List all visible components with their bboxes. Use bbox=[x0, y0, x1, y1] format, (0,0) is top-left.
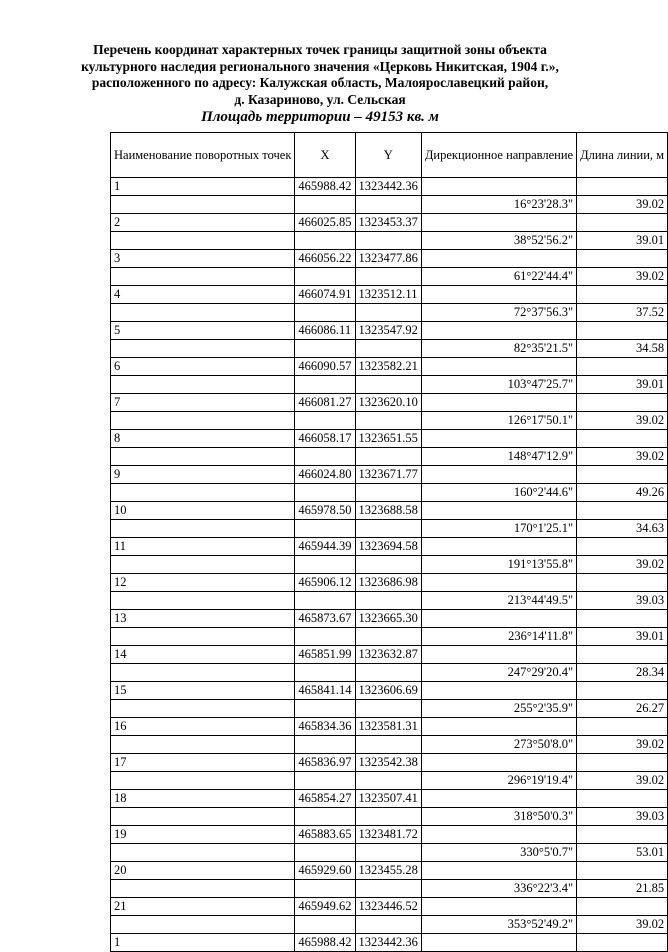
x-coordinate-cell bbox=[295, 196, 355, 214]
x-coordinate-cell bbox=[295, 448, 355, 466]
point-name-cell bbox=[111, 700, 295, 718]
point-name-cell bbox=[111, 916, 295, 934]
direction-cell: 330°5'0.7" bbox=[421, 844, 576, 862]
point-name-cell: 8 bbox=[111, 430, 295, 448]
direction-cell bbox=[421, 826, 576, 844]
table-row bbox=[111, 538, 668, 556]
length-cell bbox=[577, 790, 668, 808]
direction-cell: 236°14'11.8" bbox=[421, 628, 576, 646]
direction-cell bbox=[421, 214, 576, 232]
x-coordinate-cell bbox=[295, 376, 355, 394]
x-coordinate-cell: 465988.42 bbox=[295, 178, 355, 196]
direction-cell bbox=[421, 574, 576, 592]
table-row bbox=[111, 286, 668, 304]
point-name-cell: 4 bbox=[111, 286, 295, 304]
table-row bbox=[111, 718, 668, 736]
direction-cell: 213°44'49.5" bbox=[421, 592, 576, 610]
table-row bbox=[111, 466, 668, 484]
length-cell bbox=[577, 466, 668, 484]
y-coordinate-cell bbox=[355, 412, 421, 430]
length-cell: 39.01 bbox=[577, 628, 668, 646]
direction-cell: 82°35'21.5" bbox=[421, 340, 576, 358]
length-cell bbox=[577, 322, 668, 340]
y-coordinate-cell bbox=[355, 232, 421, 250]
x-coordinate-cell bbox=[295, 592, 355, 610]
point-name-cell bbox=[111, 592, 295, 610]
point-name-cell bbox=[111, 880, 295, 898]
direction-cell bbox=[421, 646, 576, 664]
point-name-cell: 13 bbox=[111, 610, 295, 628]
point-name-cell: 15 bbox=[111, 682, 295, 700]
x-coordinate-cell bbox=[295, 412, 355, 430]
point-name-cell: 18 bbox=[111, 790, 295, 808]
table-row bbox=[111, 304, 668, 322]
x-coordinate-cell bbox=[295, 772, 355, 790]
direction-cell: 148°47'12.9" bbox=[421, 448, 576, 466]
point-name-cell bbox=[111, 556, 295, 574]
y-coordinate-cell bbox=[355, 520, 421, 538]
table-row bbox=[111, 214, 668, 232]
y-coordinate-cell: 1323581.31 bbox=[355, 718, 421, 736]
point-name-cell bbox=[111, 376, 295, 394]
length-cell: 39.03 bbox=[577, 808, 668, 826]
length-cell: 34.63 bbox=[577, 520, 668, 538]
x-coordinate-cell bbox=[295, 232, 355, 250]
x-coordinate-cell bbox=[295, 340, 355, 358]
direction-cell bbox=[421, 322, 576, 340]
direction-cell bbox=[421, 862, 576, 880]
header-y bbox=[355, 133, 421, 178]
direction-cell: 61°22'44.4" bbox=[421, 268, 576, 286]
x-coordinate-cell: 465854.27 bbox=[295, 790, 355, 808]
table-row bbox=[111, 430, 668, 448]
x-coordinate-cell bbox=[295, 664, 355, 682]
x-coordinate-cell bbox=[295, 844, 355, 862]
title-line-3: расположенного по адресу: Калужская область, Малоярославецкий район, bbox=[91, 75, 549, 91]
length-cell bbox=[577, 502, 668, 520]
direction-cell bbox=[421, 610, 576, 628]
x-coordinate-cell: 465873.67 bbox=[295, 610, 355, 628]
y-coordinate-cell: 1323632.87 bbox=[355, 646, 421, 664]
x-coordinate-cell: 465944.39 bbox=[295, 538, 355, 556]
x-coordinate-cell: 465841.14 bbox=[295, 682, 355, 700]
point-name-cell bbox=[111, 232, 295, 250]
document-title bbox=[60, 42, 580, 126]
direction-cell: 160°2'44.6" bbox=[421, 484, 576, 502]
table-row bbox=[111, 376, 668, 394]
point-name-cell: 2 bbox=[111, 214, 295, 232]
y-coordinate-cell bbox=[355, 880, 421, 898]
y-coordinate-cell: 1323582.21 bbox=[355, 358, 421, 376]
direction-cell: 103°47'25.7" bbox=[421, 376, 576, 394]
direction-cell: 273°50'8.0" bbox=[421, 736, 576, 754]
y-coordinate-cell: 1323453.37 bbox=[355, 214, 421, 232]
point-name-cell bbox=[111, 736, 295, 754]
y-coordinate-cell: 1323688.58 bbox=[355, 502, 421, 520]
table-row bbox=[111, 358, 668, 376]
point-name-cell: 5 bbox=[111, 322, 295, 340]
point-name-cell: 20 bbox=[111, 862, 295, 880]
x-coordinate-cell: 465929.60 bbox=[295, 862, 355, 880]
y-coordinate-cell bbox=[355, 700, 421, 718]
y-coordinate-cell: 1323542.38 bbox=[355, 754, 421, 772]
length-cell: 39.03 bbox=[577, 592, 668, 610]
point-name-cell: 19 bbox=[111, 826, 295, 844]
table-row bbox=[111, 844, 668, 862]
x-coordinate-cell: 466074.91 bbox=[295, 286, 355, 304]
table-row bbox=[111, 322, 668, 340]
table-row bbox=[111, 394, 668, 412]
table-row bbox=[111, 826, 668, 844]
y-coordinate-cell bbox=[355, 268, 421, 286]
x-coordinate-cell bbox=[295, 268, 355, 286]
point-name-cell: 3 bbox=[111, 250, 295, 268]
x-coordinate-cell bbox=[295, 520, 355, 538]
direction-cell bbox=[421, 790, 576, 808]
direction-cell: 170°1'25.1" bbox=[421, 520, 576, 538]
x-coordinate-cell: 465834.36 bbox=[295, 718, 355, 736]
point-name-cell: 1 bbox=[111, 178, 295, 196]
header-point-name bbox=[111, 133, 295, 178]
length-cell: 39.01 bbox=[577, 376, 668, 394]
direction-cell: 296°19'19.4" bbox=[421, 772, 576, 790]
direction-cell: 191°13'55.8" bbox=[421, 556, 576, 574]
direction-cell bbox=[421, 430, 576, 448]
point-name-cell: 16 bbox=[111, 718, 295, 736]
y-coordinate-cell: 1323477.86 bbox=[355, 250, 421, 268]
direction-cell bbox=[421, 754, 576, 772]
length-cell: 39.02 bbox=[577, 268, 668, 286]
length-cell bbox=[577, 754, 668, 772]
point-name-cell: 1 bbox=[111, 934, 295, 952]
length-cell: 39.02 bbox=[577, 736, 668, 754]
y-coordinate-cell bbox=[355, 556, 421, 574]
point-name-cell: 21 bbox=[111, 898, 295, 916]
y-coordinate-cell bbox=[355, 484, 421, 502]
y-coordinate-cell bbox=[355, 340, 421, 358]
x-coordinate-cell: 465988.42 bbox=[295, 934, 355, 952]
x-coordinate-cell: 466081.27 bbox=[295, 394, 355, 412]
table-row bbox=[111, 502, 668, 520]
y-coordinate-cell bbox=[355, 808, 421, 826]
direction-cell bbox=[421, 178, 576, 196]
point-name-cell: 6 bbox=[111, 358, 295, 376]
point-name-cell: 12 bbox=[111, 574, 295, 592]
direction-cell: 336°22'3.4" bbox=[421, 880, 576, 898]
direction-cell: 126°17'50.1" bbox=[421, 412, 576, 430]
length-cell: 26.27 bbox=[577, 700, 668, 718]
direction-cell bbox=[421, 538, 576, 556]
y-coordinate-cell bbox=[355, 736, 421, 754]
y-coordinate-cell: 1323665.30 bbox=[355, 610, 421, 628]
table-row bbox=[111, 754, 668, 772]
direction-cell: 255°2'35.9" bbox=[421, 700, 576, 718]
y-coordinate-cell bbox=[355, 772, 421, 790]
header-direction-text: Дирекционное направление bbox=[424, 148, 574, 162]
y-coordinate-cell: 1323481.72 bbox=[355, 826, 421, 844]
length-cell bbox=[577, 574, 668, 592]
point-name-cell bbox=[111, 808, 295, 826]
direction-cell bbox=[421, 286, 576, 304]
x-coordinate-cell: 465883.65 bbox=[295, 826, 355, 844]
header-length-text: Длина линии, м bbox=[580, 148, 665, 162]
title-line-2: культурного наследия регионального значения «Церковь Никитская, 1904 г.», bbox=[81, 58, 559, 74]
table-row bbox=[111, 772, 668, 790]
table-row bbox=[111, 628, 668, 646]
title-line-1: Перечень координат характерных точек границы защитной зоны объекта bbox=[93, 42, 547, 57]
point-name-cell bbox=[111, 772, 295, 790]
table-row bbox=[111, 682, 668, 700]
direction-cell: 247°29'20.4" bbox=[421, 664, 576, 682]
y-coordinate-cell bbox=[355, 916, 421, 934]
y-coordinate-cell: 1323442.36 bbox=[355, 934, 421, 952]
x-coordinate-cell: 465906.12 bbox=[295, 574, 355, 592]
direction-cell: 38°52'56.2" bbox=[421, 232, 576, 250]
y-coordinate-cell bbox=[355, 628, 421, 646]
table-row bbox=[111, 250, 668, 268]
length-cell bbox=[577, 178, 668, 196]
length-cell bbox=[577, 358, 668, 376]
table-row bbox=[111, 412, 668, 430]
x-coordinate-cell bbox=[295, 304, 355, 322]
table-row bbox=[111, 556, 668, 574]
direction-cell bbox=[421, 466, 576, 484]
length-cell bbox=[577, 646, 668, 664]
x-coordinate-cell: 466086.11 bbox=[295, 322, 355, 340]
header-x bbox=[295, 133, 355, 178]
point-name-cell: 9 bbox=[111, 466, 295, 484]
direction-cell: 72°37'56.3" bbox=[421, 304, 576, 322]
length-cell bbox=[577, 898, 668, 916]
table-row bbox=[111, 178, 668, 196]
table-row bbox=[111, 520, 668, 538]
y-coordinate-cell: 1323442.36 bbox=[355, 178, 421, 196]
x-coordinate-cell: 466024.80 bbox=[295, 466, 355, 484]
length-cell bbox=[577, 286, 668, 304]
table-row bbox=[111, 862, 668, 880]
length-cell: 49.26 bbox=[577, 484, 668, 502]
point-name-cell: 10 bbox=[111, 502, 295, 520]
x-coordinate-cell: 465836.97 bbox=[295, 754, 355, 772]
x-coordinate-cell: 465851.99 bbox=[295, 646, 355, 664]
x-coordinate-cell bbox=[295, 808, 355, 826]
direction-cell bbox=[421, 358, 576, 376]
x-coordinate-cell: 466025.85 bbox=[295, 214, 355, 232]
table-row bbox=[111, 646, 668, 664]
length-cell: 53.01 bbox=[577, 844, 668, 862]
direction-cell bbox=[421, 502, 576, 520]
y-coordinate-cell bbox=[355, 592, 421, 610]
y-coordinate-cell: 1323455.28 bbox=[355, 862, 421, 880]
territory-area: Площадь территории – 49153 кв. м bbox=[201, 109, 439, 126]
direction-cell bbox=[421, 718, 576, 736]
x-coordinate-cell bbox=[295, 916, 355, 934]
direction-cell bbox=[421, 394, 576, 412]
table-row bbox=[111, 448, 668, 466]
direction-cell bbox=[421, 898, 576, 916]
point-name-cell bbox=[111, 520, 295, 538]
length-cell: 39.01 bbox=[577, 232, 668, 250]
y-coordinate-cell: 1323671.77 bbox=[355, 466, 421, 484]
x-coordinate-cell bbox=[295, 700, 355, 718]
length-cell: 34.58 bbox=[577, 340, 668, 358]
length-cell bbox=[577, 430, 668, 448]
table-row bbox=[111, 916, 668, 934]
table-row bbox=[111, 574, 668, 592]
length-cell: 21.85 bbox=[577, 880, 668, 898]
table-row bbox=[111, 934, 668, 952]
table-row bbox=[111, 664, 668, 682]
point-name-cell: 14 bbox=[111, 646, 295, 664]
y-coordinate-cell: 1323507.41 bbox=[355, 790, 421, 808]
y-coordinate-cell bbox=[355, 196, 421, 214]
point-name-cell bbox=[111, 628, 295, 646]
point-name-cell bbox=[111, 844, 295, 862]
point-name-cell bbox=[111, 196, 295, 214]
length-cell: 39.02 bbox=[577, 916, 668, 934]
header-y-text: Y bbox=[383, 148, 393, 162]
x-coordinate-cell: 466058.17 bbox=[295, 430, 355, 448]
y-coordinate-cell: 1323512.11 bbox=[355, 286, 421, 304]
table-header-row bbox=[111, 133, 668, 178]
table-row bbox=[111, 700, 668, 718]
length-cell: 39.02 bbox=[577, 556, 668, 574]
y-coordinate-cell bbox=[355, 844, 421, 862]
length-cell bbox=[577, 718, 668, 736]
length-cell bbox=[577, 214, 668, 232]
point-name-cell bbox=[111, 340, 295, 358]
y-coordinate-cell bbox=[355, 448, 421, 466]
point-name-cell: 11 bbox=[111, 538, 295, 556]
direction-cell: 16°23'28.3" bbox=[421, 196, 576, 214]
length-cell bbox=[577, 394, 668, 412]
length-cell: 39.02 bbox=[577, 448, 668, 466]
direction-cell: 318°50'0.3" bbox=[421, 808, 576, 826]
length-cell: 37.52 bbox=[577, 304, 668, 322]
length-cell: 39.02 bbox=[577, 196, 668, 214]
x-coordinate-cell bbox=[295, 880, 355, 898]
point-name-cell bbox=[111, 412, 295, 430]
point-name-cell bbox=[111, 484, 295, 502]
y-coordinate-cell bbox=[355, 664, 421, 682]
x-coordinate-cell: 466056.22 bbox=[295, 250, 355, 268]
table-row bbox=[111, 610, 668, 628]
coordinates-table bbox=[110, 132, 668, 952]
length-cell: 39.02 bbox=[577, 772, 668, 790]
length-cell: 28.34 bbox=[577, 664, 668, 682]
point-name-cell: 17 bbox=[111, 754, 295, 772]
direction-cell bbox=[421, 250, 576, 268]
length-cell bbox=[577, 682, 668, 700]
x-coordinate-cell bbox=[295, 736, 355, 754]
length-cell: 39.02 bbox=[577, 412, 668, 430]
length-cell bbox=[577, 610, 668, 628]
x-coordinate-cell bbox=[295, 484, 355, 502]
x-coordinate-cell: 465949.62 bbox=[295, 898, 355, 916]
title-line-4: д. Казариново, ул. Сельская bbox=[234, 91, 406, 107]
table-row bbox=[111, 340, 668, 358]
y-coordinate-cell: 1323547.92 bbox=[355, 322, 421, 340]
direction-cell bbox=[421, 682, 576, 700]
length-cell bbox=[577, 250, 668, 268]
x-coordinate-cell: 466090.57 bbox=[295, 358, 355, 376]
point-name-cell bbox=[111, 268, 295, 286]
y-coordinate-cell bbox=[355, 376, 421, 394]
y-coordinate-cell: 1323446.52 bbox=[355, 898, 421, 916]
table-row bbox=[111, 898, 668, 916]
y-coordinate-cell: 1323651.55 bbox=[355, 430, 421, 448]
length-cell bbox=[577, 862, 668, 880]
point-name-cell bbox=[111, 304, 295, 322]
table-row bbox=[111, 268, 668, 286]
header-point-name-text: Наименование поворотных точек bbox=[114, 148, 292, 162]
point-name-cell bbox=[111, 664, 295, 682]
table-row bbox=[111, 736, 668, 754]
direction-cell bbox=[421, 934, 576, 952]
table-row bbox=[111, 592, 668, 610]
table-row bbox=[111, 232, 668, 250]
point-name-cell: 7 bbox=[111, 394, 295, 412]
table-row bbox=[111, 880, 668, 898]
header-length bbox=[577, 133, 668, 178]
point-name-cell bbox=[111, 448, 295, 466]
y-coordinate-cell: 1323620.10 bbox=[355, 394, 421, 412]
y-coordinate-cell bbox=[355, 304, 421, 322]
header-x-text: X bbox=[320, 148, 330, 162]
table-row bbox=[111, 484, 668, 502]
x-coordinate-cell: 465978.50 bbox=[295, 502, 355, 520]
x-coordinate-cell bbox=[295, 628, 355, 646]
length-cell bbox=[577, 538, 668, 556]
table-row bbox=[111, 196, 668, 214]
y-coordinate-cell: 1323686.98 bbox=[355, 574, 421, 592]
direction-cell: 353°52'49.2" bbox=[421, 916, 576, 934]
x-coordinate-cell bbox=[295, 556, 355, 574]
table-row bbox=[111, 808, 668, 826]
header-direction bbox=[421, 133, 576, 178]
length-cell bbox=[577, 826, 668, 844]
y-coordinate-cell: 1323694.58 bbox=[355, 538, 421, 556]
y-coordinate-cell: 1323606.69 bbox=[355, 682, 421, 700]
length-cell bbox=[577, 934, 668, 952]
table-row bbox=[111, 790, 668, 808]
